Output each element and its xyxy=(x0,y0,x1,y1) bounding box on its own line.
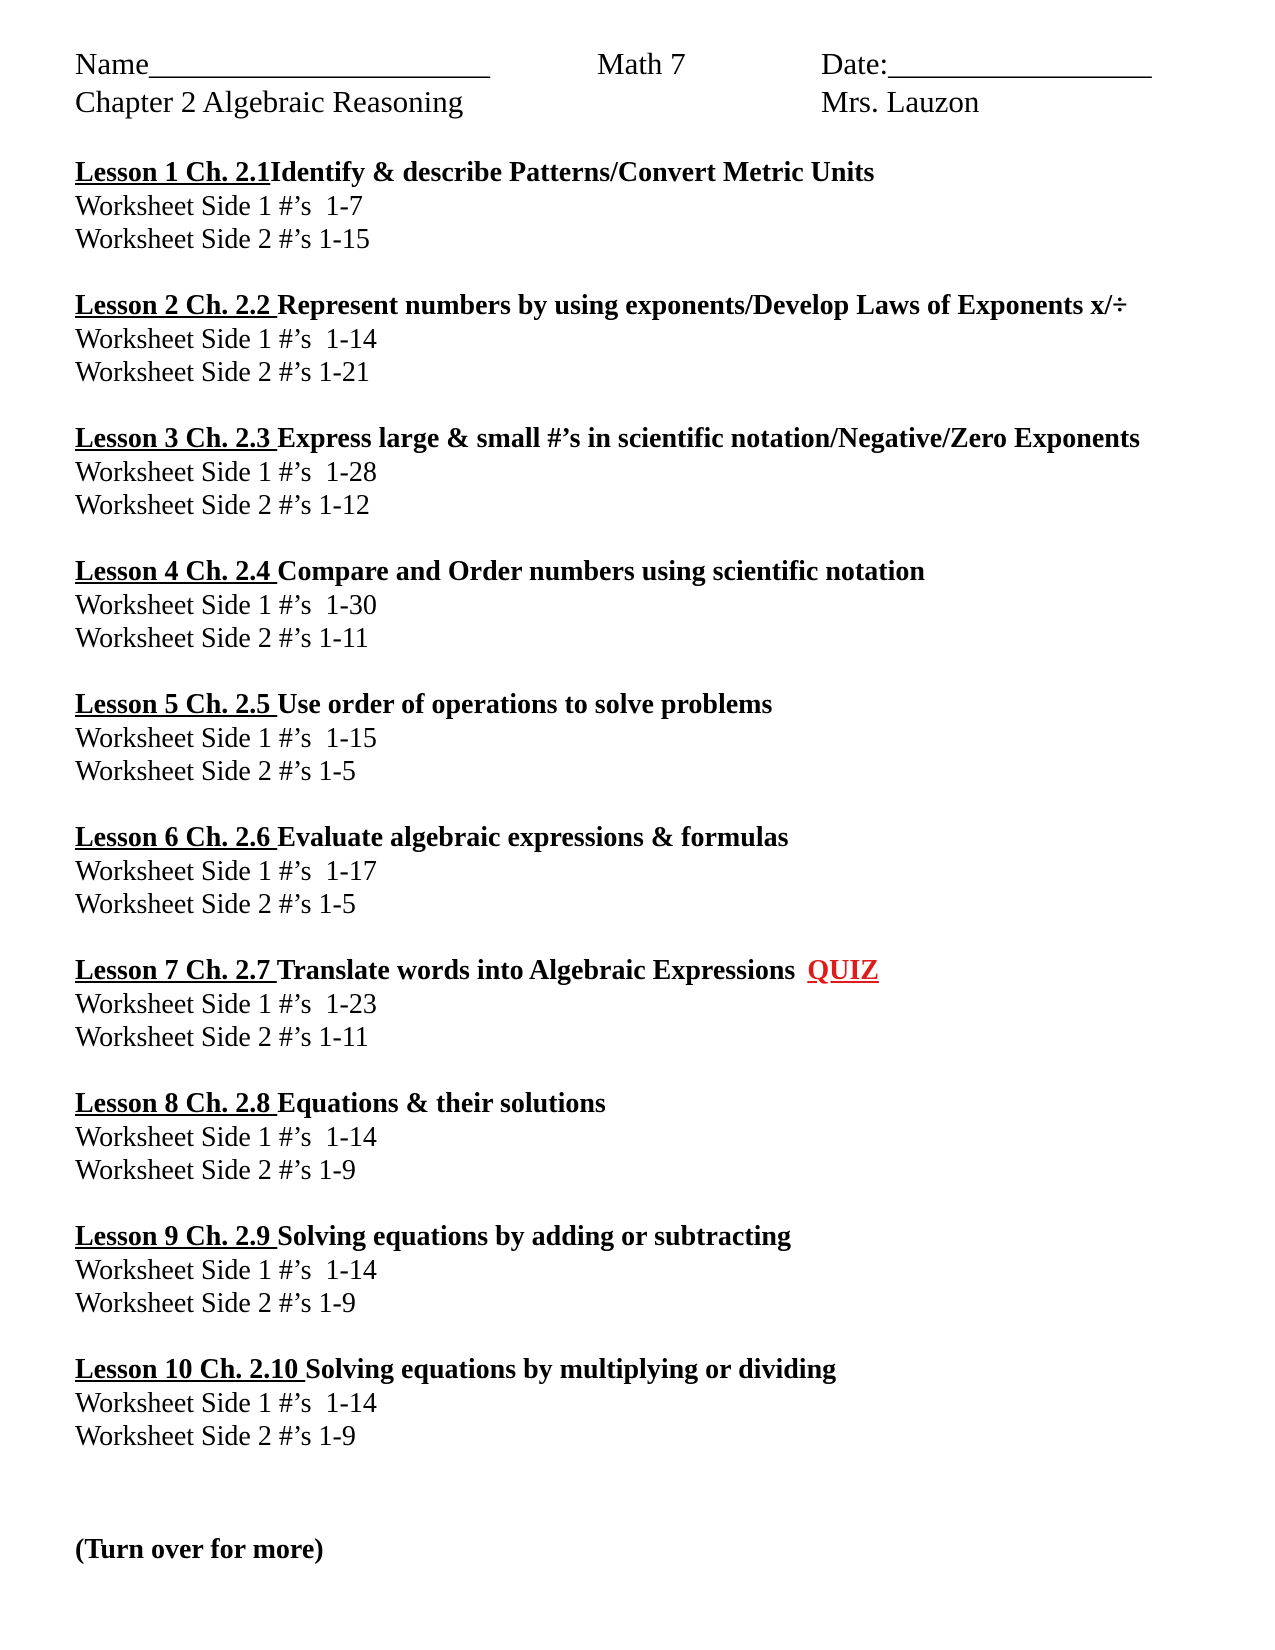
lesson-heading xyxy=(75,555,1255,589)
lesson-heading xyxy=(75,1087,1255,1121)
lesson-code: Lesson 1 Ch. 2.1 xyxy=(75,157,271,188)
worksheet-side-1: Worksheet Side 1 #’s 1-30 xyxy=(75,590,377,621)
turn-over-note: (Turn over for more) xyxy=(75,1534,324,1565)
lesson-heading xyxy=(75,1220,1255,1254)
lesson-heading xyxy=(75,289,1255,323)
lesson-6 xyxy=(75,821,1255,954)
lesson-code: Lesson 8 Ch. 2.8 xyxy=(75,1088,278,1119)
lesson-topic: Solving equations by adding or subtracting xyxy=(277,1221,791,1252)
worksheet-side-1: Worksheet Side 1 #’s 1-28 xyxy=(75,457,377,488)
lesson-8 xyxy=(75,1087,1255,1220)
lesson-list xyxy=(75,156,1255,1486)
lesson-code: Lesson 5 Ch. 2.5 xyxy=(75,689,278,720)
lesson-heading xyxy=(75,1353,1255,1387)
lesson-7 xyxy=(75,954,1255,1087)
course-label: Math 7 xyxy=(597,46,686,81)
lesson-topic: Use order of operations to solve problems xyxy=(277,689,773,720)
worksheet-side-1: Worksheet Side 1 #’s 1-17 xyxy=(75,856,377,887)
worksheet-side-2: Worksheet Side 2 #’s 1-5 xyxy=(75,889,356,920)
lesson-heading xyxy=(75,688,1255,722)
lesson-topic: Express large & small #’s in scientific notation/Negative/Zero Exponents xyxy=(277,423,1141,454)
worksheet-side-2: Worksheet Side 2 #’s 1-11 xyxy=(75,1022,369,1053)
teacher-name: Mrs. Lauzon xyxy=(821,84,980,119)
lesson-topic: Translate words into Algebraic Expressions xyxy=(276,955,796,986)
lesson-code: Lesson 3 Ch. 2.3 xyxy=(75,423,278,454)
worksheet-side-2: Worksheet Side 2 #’s 1-9 xyxy=(75,1288,356,1319)
lesson-3 xyxy=(75,422,1255,555)
lesson-code: Lesson 4 Ch. 2.4 xyxy=(75,556,278,587)
worksheet-side-2: Worksheet Side 2 #’s 1-9 xyxy=(75,1421,356,1452)
lesson-heading xyxy=(75,156,1255,190)
lesson-2 xyxy=(75,289,1255,422)
lesson-1 xyxy=(75,156,1255,289)
lesson-code: Lesson 7 Ch. 2.7 xyxy=(75,955,277,986)
lesson-code: Lesson 10 Ch. 2.10 xyxy=(75,1354,306,1385)
date-field-label: Date:_________________ xyxy=(821,46,1152,81)
worksheet-side-1: Worksheet Side 1 #’s 1-14 xyxy=(75,1122,377,1153)
worksheet-side-2: Worksheet Side 2 #’s 1-15 xyxy=(75,224,370,255)
lesson-topic: Evaluate algebraic expressions & formulas xyxy=(277,822,789,853)
worksheet-side-1: Worksheet Side 1 #’s 1-7 xyxy=(75,191,363,222)
lesson-9 xyxy=(75,1220,1255,1353)
worksheet-side-1: Worksheet Side 1 #’s 1-23 xyxy=(75,989,377,1020)
lesson-topic: Compare and Order numbers using scientific notation xyxy=(277,556,925,587)
lesson-topic: Identify & describe Patterns/Convert Metric Units xyxy=(270,157,875,188)
worksheet-side-1: Worksheet Side 1 #’s 1-14 xyxy=(75,1388,377,1419)
lesson-10 xyxy=(75,1353,1255,1486)
quiz-badge: QUIZ xyxy=(807,955,879,986)
name-field-label: Name______________________ xyxy=(75,46,491,81)
lesson-topic: Solving equations by multiplying or dividing xyxy=(305,1354,837,1385)
chapter-title: Chapter 2 Algebraic Reasoning xyxy=(75,84,464,119)
lesson-code: Lesson 9 Ch. 2.9 xyxy=(75,1221,278,1252)
lesson-heading xyxy=(75,422,1255,456)
lesson-topic: Equations & their solutions xyxy=(277,1088,606,1119)
lesson-code: Lesson 2 Ch. 2.2 xyxy=(75,290,278,321)
lesson-4 xyxy=(75,555,1255,688)
worksheet-side-1: Worksheet Side 1 #’s 1-14 xyxy=(75,324,377,355)
worksheet-side-1: Worksheet Side 1 #’s 1-15 xyxy=(75,723,377,754)
lesson-heading xyxy=(75,954,1255,988)
lesson-5 xyxy=(75,688,1255,821)
worksheet-side-2: Worksheet Side 2 #’s 1-9 xyxy=(75,1155,356,1186)
lesson-heading xyxy=(75,821,1255,855)
worksheet-side-2: Worksheet Side 2 #’s 1-21 xyxy=(75,357,370,388)
worksheet-side-2: Worksheet Side 2 #’s 1-11 xyxy=(75,623,369,654)
worksheet-side-2: Worksheet Side 2 #’s 1-5 xyxy=(75,756,356,787)
worksheet-side-2: Worksheet Side 2 #’s 1-12 xyxy=(75,490,370,521)
lesson-topic: Represent numbers by using exponents/Develop Laws of Exponents x/÷ xyxy=(277,290,1128,321)
lesson-code: Lesson 6 Ch. 2.6 xyxy=(75,822,278,853)
worksheet-side-1: Worksheet Side 1 #’s 1-14 xyxy=(75,1255,377,1286)
